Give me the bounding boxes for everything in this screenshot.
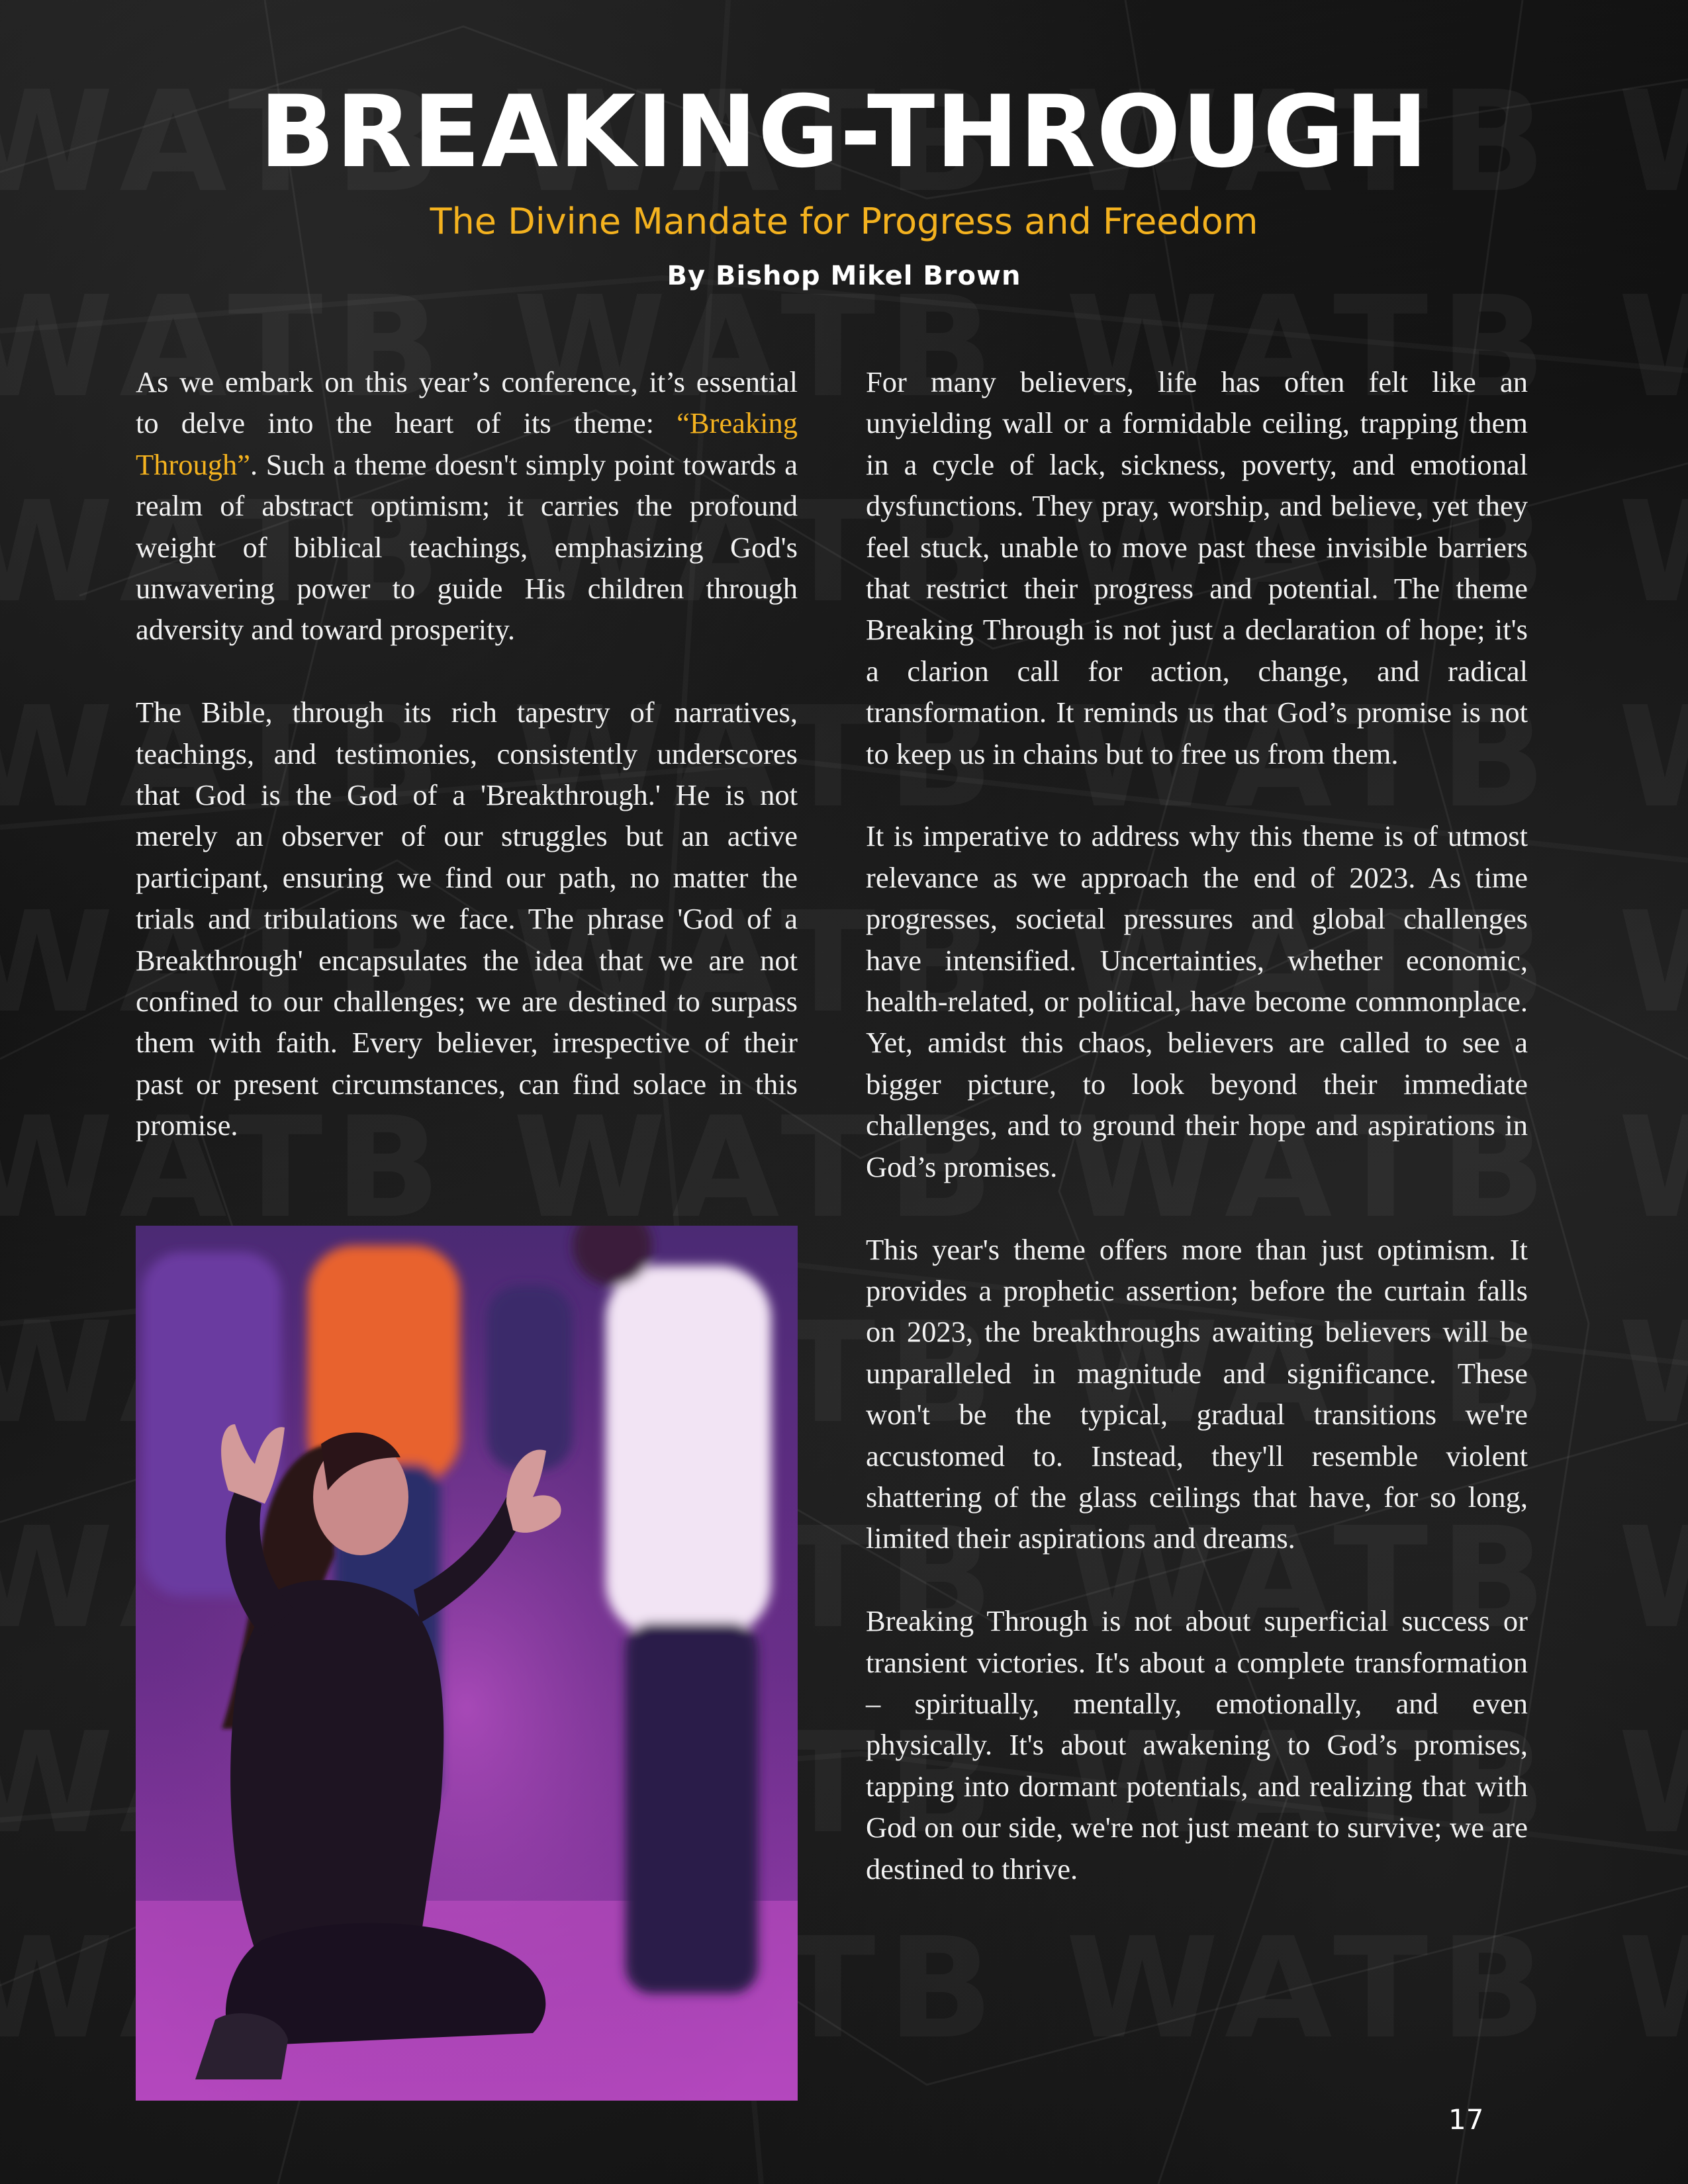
left-column [136,361,798,1146]
paragraph [136,361,798,651]
paragraph-text: As we embark on this year’s conference, it’s essential to delve into the heart of its theme: [136,365,798,440]
worship-photo [136,1226,798,2101]
page-number: 17 [1448,2103,1484,2136]
paragraph: This year's theme offers more than just optimism. It provides a prophetic assertion; before the curtain falls on 2023, the breakthroughs awaiting believers will be unparalleled in magnitude and significance. These won't be the typical, gradual transitions we're accustomed to. Instead, they'll resemble violent shattering of the glass ceilings that have, for so long, limited their aspirations and dreams. [866,1232,1528,1555]
kneeling-worshipper-image [136,1226,798,2101]
paragraph: For many believers, life has often felt like an unyielding wall or a formidable ceiling, trapping them in a cycle of lack, sickness, poverty, and emotional dysfunctions. They pray, worship, and believe, yet they feel stuck, unable to move past these invisible barriers that restrict their progress and potential. The theme Breaking Through is not just a declaration of hope; it's a clarion call for action, change, and radical transformation. It reminds us that God’s promise is not to keep us in chains but to free us from them. [866,365,1528,770]
article-byline: By Bishop Mikel Brown [667,261,1021,292]
right-column [866,361,1528,1889]
article-title: BREAKING-THROUGH [259,75,1429,190]
article-header [0,75,1688,292]
paragraph: It is imperative to address why this theme is of utmost relevance as we approach the end of 2023. As time progresses, societal pressures and global challenges have intensified. Uncertainties, whether economic, health-related, or political, have become commonplace. Yet, amidst this chaos, believers are called to see a bigger picture, to look beyond their immediate challenges, and to ground their hope and aspirations in God’s promises. [866,819,1528,1183]
paragraph: Breaking Through is not about superficial success or transient victories. It's about a complete transformation – spiritually, mentally, emotionally, and even physically. It's about awakening to God’s promises, tapping into dormant potentials, and realizing that with God on our side, we're not just meant to survive; we are destined to thrive. [866,1604,1528,1886]
theme-highlight: “Breaking Through” [136,406,798,481]
article-subtitle: The Divine Mandate for Progress and Freedom [430,201,1258,242]
paragraph: The Bible, through its rich tapestry of narratives, teachings, and testimonies, consistently underscores that God is the God of a 'Breakthrough.' He is not merely an observer of our struggles but an active participant, ensuring we find our path, no matter the trials and tribulations we face. The phrase 'God of a Breakthrough' encapsulates the idea that we are not confined to our challenges; we are destined to surpass them with faith. Every believer, irrespective of their past or present circumstances, can find solace in this promise. [136,696,798,1142]
paragraph-text: . Such a theme doesn't simply point towards a realm of abstract optimism; it carries the profound weight of biblical teachings, emphasizing God's unwavering power to guide His children through adversity and toward prosperity. [136,447,798,647]
